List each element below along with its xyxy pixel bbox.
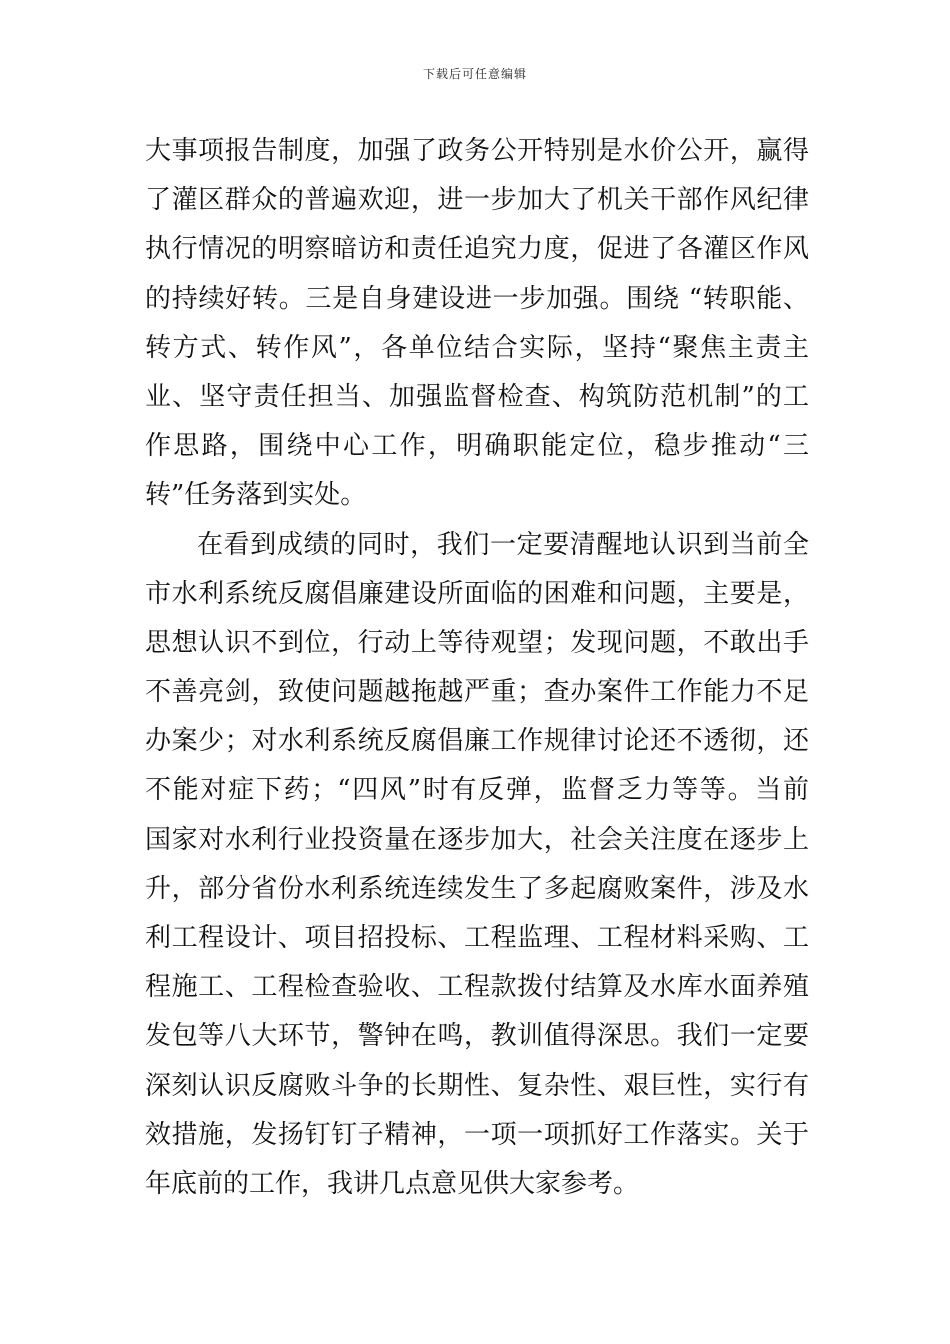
- text-line: 市水利系统反腐倡廉建设所面临的困难和问题，主要是，: [145, 578, 809, 609]
- text-line: 利工程设计、项目招投标、工程监理、工程材料采购、工: [145, 923, 809, 953]
- text-line: 发包等八大环节，警钟在鸣，教训值得深思。我们一定要: [145, 1021, 809, 1052]
- text-line: 转方式、转作风”，各单位结合实际，坚持“聚焦主责主: [145, 332, 809, 363]
- text-line: 国家对水利行业投资量在逐步加大，社会关注度在逐步上: [145, 824, 809, 855]
- text-line: 深刻认识反腐败斗争的长期性、复杂性、艰巨性，实行有: [145, 1070, 809, 1101]
- text-line: 的持续好转。三是自身建设进一步加强。围绕 “转职能、: [145, 283, 809, 314]
- text-line: 执行情况的明察暗访和责任追究力度，促进了各灌区作风: [145, 234, 809, 265]
- text-line: 大事项报告制度，加强了政务公开特别是水价公开，赢得: [145, 136, 809, 166]
- text-line: 升，部分省份水利系统连续发生了多起腐败案件，涉及水: [145, 873, 809, 904]
- text-line: 不能对症下药；“四风”时有反弹，监督乏力等等。当前: [145, 775, 809, 806]
- text-line: 办案少；对水利系统反腐倡廉工作规律讨论还不透彻，还: [145, 726, 809, 757]
- text-line: 在看到成绩的同时，我们一定要清醒地认识到当前全: [197, 529, 809, 560]
- text-line: 不善亮剑，致使问题越拖越严重；查办案件工作能力不足: [145, 677, 809, 708]
- text-line: 作思路，围绕中心工作，明确职能定位，稳步推动“三: [145, 431, 809, 462]
- text-line: 年底前的工作，我讲几点意见供大家参考。: [145, 1168, 640, 1199]
- text-line: 效措施，发扬钉钉子精神，一项一项抓好工作落实。关于: [145, 1119, 809, 1150]
- paragraph-1: [145, 127, 809, 521]
- text-line: 思想认识不到位，行动上等待观望；发现问题，不敢出手: [145, 627, 809, 658]
- paragraph-2: [145, 521, 809, 1210]
- document-body: [145, 127, 809, 1209]
- text-line: 转”任务落到实处。: [145, 480, 367, 511]
- text-line: 程施工、工程检查验收、工程款拨付结算及水库水面养殖: [145, 972, 809, 1003]
- text-line: 了灌区群众的普遍欢迎，进一步加大了机关干部作风纪律: [145, 185, 809, 216]
- text-line: 业、坚守责任担当、加强监督检查、构筑防范机制”的工: [145, 381, 809, 412]
- page-header: 下载后可任意编辑: [422, 67, 527, 81]
